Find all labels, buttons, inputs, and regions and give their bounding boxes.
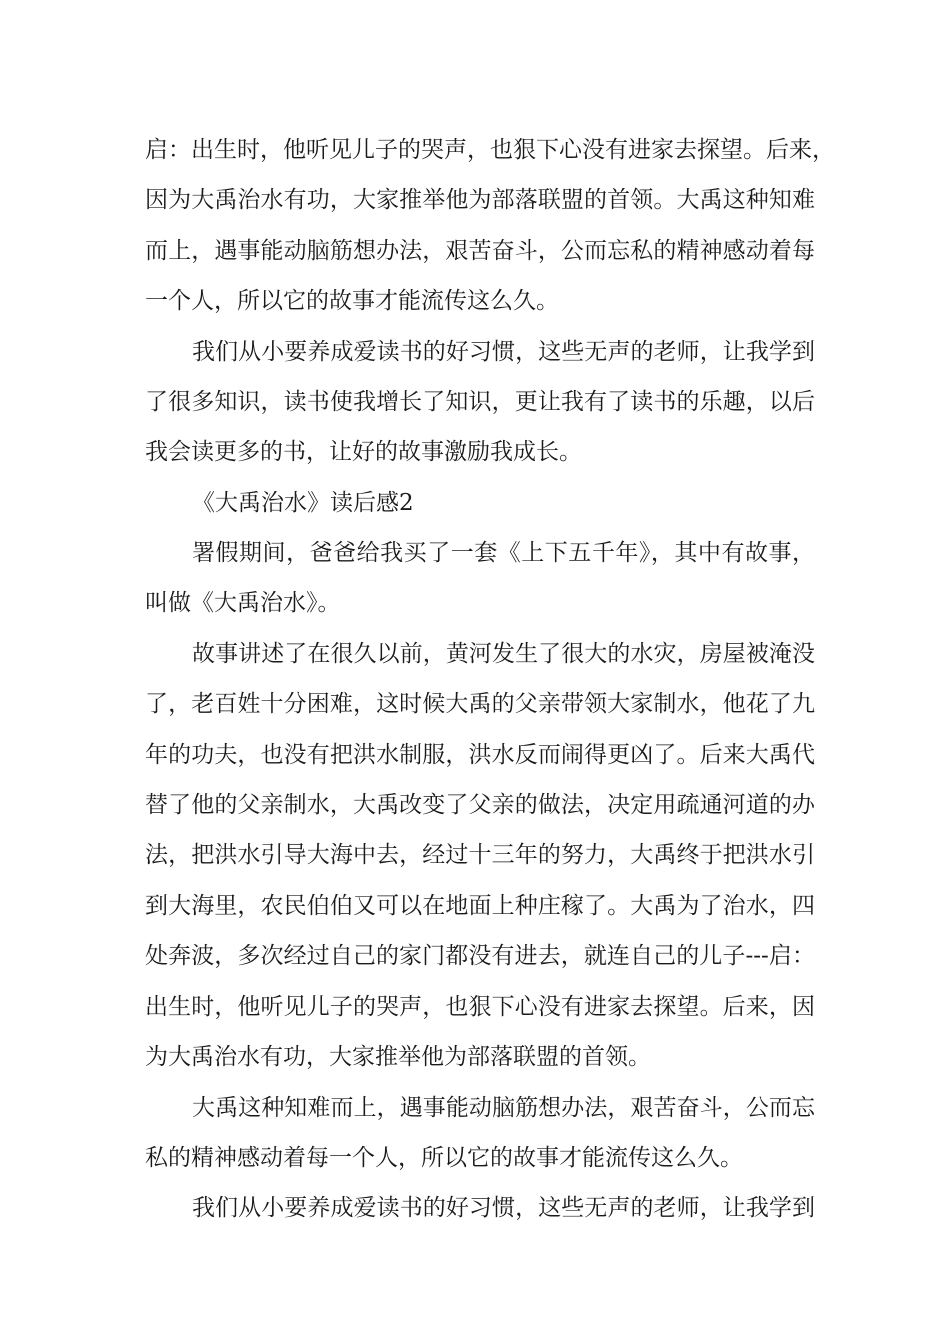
text-line: 启：出生时，他听见儿子的哭声，也狠下心没有进家去探望。后来， [145,137,835,163]
text-line: 了，老百姓十分困难，这时候大禹的父亲带领大家制水，他花了九 [145,691,815,717]
text-line: 替了他的父亲制水，大禹改变了父亲的做法，决定用疏通河道的办 [145,792,815,818]
text-line: 出生时，他听见儿子的哭声，也狠下心没有进家去探望。后来，因 [145,994,815,1020]
paragraph-first-line: 大禹这种知难而上，遇事能动脑筋想办法，艰苦奋斗，公而忘 [192,1095,815,1121]
text-line: 法，把洪水引导大海中去，经过十三年的努力，大禹终于把洪水引 [145,842,815,868]
text-line: 因为大禹治水有功，大家推举他为部落联盟的首领。大禹这种知难 [145,187,815,213]
text-line: 了很多知识，读书使我增长了知识，更让我有了读书的乐趣，以后 [145,389,815,415]
text-line: 年的功夫，也没有把洪水制服，洪水反而闹得更凶了。后来大禹代 [145,742,815,768]
paragraph-first-line: 我们从小要养成爱读书的好习惯，这些无声的老师，让我学到 [192,1195,815,1221]
text-line: 到大海里，农民伯伯又可以在地面上种庄稼了。大禹为了治水，四 [145,893,815,919]
paragraph-first-line: 署假期间，爸爸给我买了一套《上下五千年》，其中有故事， [192,540,815,566]
text-line: 私的精神感动着每一个人，所以它的故事才能流传这么久。 [145,1145,743,1171]
text-line: 为大禹治水有功，大家推举他为部落联盟的首领。 [145,1044,651,1070]
text-line: 我会读更多的书，让好的故事激励我成长。 [145,439,582,465]
paragraph-first-line: 故事讲述了在很久以前，黄河发生了很大的水灾，房屋被淹没 [192,641,815,667]
text-line: 一个人，所以它的故事才能流传这么久。 [145,288,559,314]
text-line: 处奔波，多次经过自己的家门都没有进去，就连自己的儿子---启： [145,943,815,969]
text-line: 而上，遇事能动脑筋想办法，艰苦奋斗，公而忘私的精神感动着每 [145,238,815,264]
text-line: 叫做《大禹治水》。 [145,590,341,616]
section-heading: 《大禹治水》读后感2 [192,490,414,516]
paragraph-first-line: 我们从小要养成爱读书的好习惯，这些无声的老师，让我学到 [192,339,815,365]
